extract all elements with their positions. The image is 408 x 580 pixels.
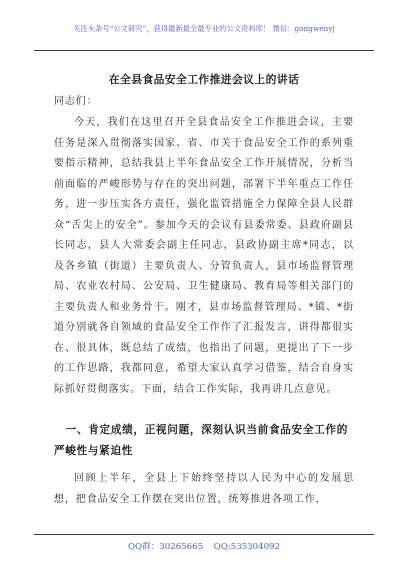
footer-divider [34, 534, 374, 535]
header-note: 关注头条号“公文研究”，获得最新最全最专业的公文资料库！ 微信：gongwenyj [73, 24, 335, 33]
paragraph-review: 回顾上半年，全县上下始终坚持以人民为中心的发展思想，把食品安全工作摆在突出位置，统筹推进各项工作， [54, 473, 354, 505]
paragraph-intro: 今天，我们在这里召开全县食品安全工作推进会议，主要任务是深入贯彻落实国家、省、市关于食品安全工作的系列重要指示精神，总结我县上半年食品安全工作开展情况，分析当前面临的严峻形势与存在的突出问题，部署下半年重点工作任务，进一步压实各方责任，强化监管措施全力保障全县人民群众“舌尖上的安全”。参加今天的会议有县委常委、县政府副县长同志，县人大常委会副主任同志，县政协副主席*同志，以及各乡镇（街道）主要负责人、分管负责人，县市场监督管理局、农业农村局、公安局、卫生健康局、教育局等相关部门的主要负责人和业务骨干。刚才，县市场监督管理局、*镇、*街道分别就各自领域的食品安全工作作了汇报发言，讲得都很实在、很具体，既总结了成绩，也指出了问题，更提出了下一步的工作思路，我都同意，希望大家认真学习借鉴，结合自身实际抓好贯彻落实。下面，结合工作实际，我再讲几点意见。 [54, 117, 354, 395]
header-divider [34, 50, 374, 51]
document-title: 在全县食品安全工作推进会议上的讲话 [108, 73, 300, 86]
footer-qq: QQ:535304092 [213, 542, 280, 552]
greeting: 同志们： [54, 96, 98, 107]
footer-qq-group: QQ群：30265665 [128, 542, 204, 552]
footer [0, 540, 408, 552]
section-heading-1: 一、肯定成绩，正视问题，深刻认识当前食品安全工作的严峻性与紧迫性 [54, 424, 348, 457]
